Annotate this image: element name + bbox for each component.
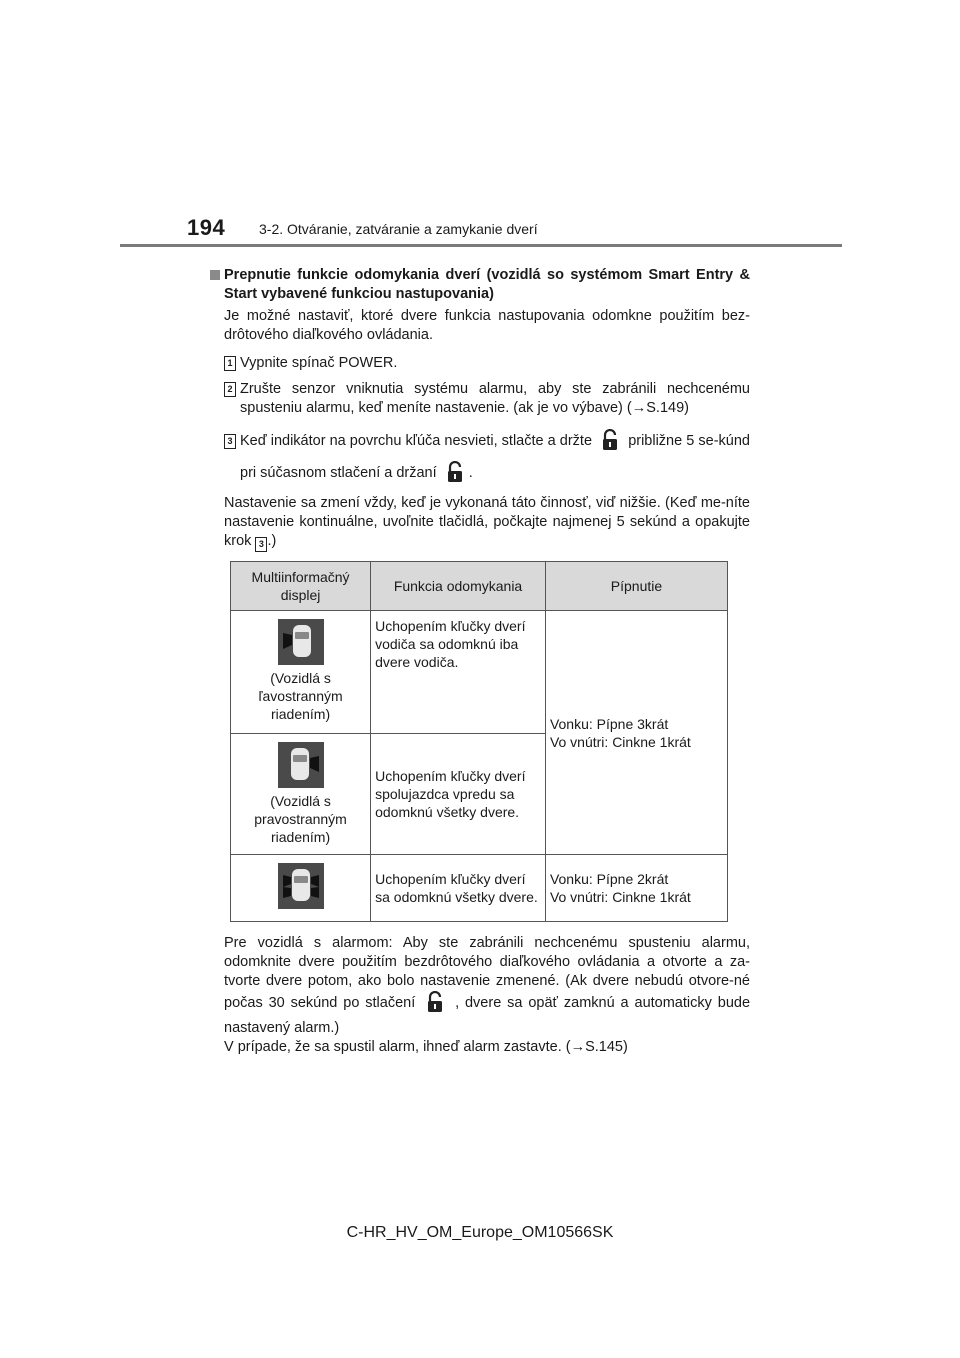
step-text: Vypnite spínač POWER. (240, 355, 398, 371)
car-passenger-door-open-icon (278, 742, 324, 788)
unlock-settings-table (230, 561, 728, 922)
alarm-note (224, 934, 750, 1038)
chapter-title: 3-2. Otváranie, zatváranie a zamykanie dverí (259, 221, 538, 237)
section-intro: Je možné nastaviť, ktoré dvere funkcia nastupovania odomkne použitím bez-drôtového diaľkového ovládania. (224, 308, 750, 343)
table-header-beep: Pípnutie (545, 562, 727, 611)
alarm-note-text-a: Pre vozidlá s alarmom: Aby ste zabránili nechcenému spusteniu alarmu, odomknite dvere použitím bezdrôtového diaľkového ovládania a otvorte a za-tvorte dvere potom, ako bolo nastavenie zmenené. (Ak dvere nebudú otvore-né počas 30 sekúnd po stlačení (224, 935, 750, 1011)
display-cell (231, 734, 371, 855)
alarm-stop-note: V prípade, že sa spustil alarm, ihneď alarm zastavte. (→S.145) (224, 1039, 628, 1055)
step-number: 1 (224, 356, 236, 371)
beep-outside: Vonku: Pípne 2krát (549, 871, 669, 887)
beep-inside: Vo vnútri: Cinkne 1krát (549, 889, 691, 905)
car-driver-door-open-icon (278, 619, 324, 665)
table-row (231, 855, 728, 922)
section-heading (210, 266, 750, 304)
table-row (231, 611, 728, 734)
display-label: (Vozidlá s ľavostranným riadením) (258, 670, 343, 722)
step-2 (224, 380, 750, 418)
step-text-b: približne 5 se-kúnd pri súčasnom stlačení a držaní (240, 433, 750, 481)
alarm-note-text-b: , dvere sa opäť zamknú a automaticky bude nastavený alarm.) (224, 995, 751, 1036)
note-text-b: .) (267, 533, 277, 549)
table-header-row (231, 562, 728, 611)
main-content (210, 266, 750, 1057)
section-title: Prepnutie funkcie odomykania dverí (vozidlá so systémom Smart Entry & Start vybavené funkciou nastupovania) (224, 267, 750, 302)
section-bullet-icon (210, 270, 220, 280)
step-3 (224, 428, 750, 492)
beep-cell (545, 855, 727, 922)
step-number: 2 (224, 382, 236, 397)
step-1 (224, 354, 750, 373)
step-text-c: . (468, 465, 473, 481)
header-rule (120, 244, 842, 247)
table-header-function: Funkcia odomykania (371, 562, 546, 611)
function-cell: Uchopením kľučky dverí sa odomknú všetky dvere. (371, 855, 546, 922)
beep-inside: Vo vnútri: Cinkne 1krát (549, 733, 691, 750)
table-header-display: Multiinformačný displej (231, 562, 371, 611)
display-cell (231, 611, 371, 734)
page-number: 194 (187, 215, 226, 240)
lock-icon (447, 461, 463, 492)
function-cell: Uchopením kľučky dverí spolujazdca vpredu sa odomknú všetky dvere. (371, 734, 546, 855)
beep-outside: Vonku: Pípne 3krát (549, 715, 669, 732)
footer-doc-id: C-HR_HV_OM_Europe_OM10566SK (346, 1224, 614, 1241)
note-paragraph (224, 494, 750, 551)
display-cell (231, 855, 371, 922)
car-all-doors-open-icon (278, 863, 324, 909)
note-text-a: Nastavenie sa zmení vždy, keď je vykonaná táto činnosť, viď nižšie. (Keď me-níte nastavenie kontinuálne, uvoľnite tlačidlá, počkajte najmenej 5 sekúnd a opakujte krok (224, 495, 750, 549)
beep-cell (545, 611, 727, 855)
display-label: (Vozidlá s pravostranným riadením) (254, 793, 347, 845)
step-number-ref: 3 (255, 537, 267, 552)
step-text-a: Keď indikátor na povrchu kľúča nesvieti, stlačte a držte (240, 433, 593, 449)
function-cell: Uchopením kľučky dverí vodiča sa odomknú iba dvere vodiča. (371, 611, 546, 734)
step-number: 3 (224, 434, 236, 449)
step-text: Zrušte senzor vniknutia systému alarmu, aby ste zabránili nechcenému spusteniu alarmu, keď meníte nastavenie. (ak je vo výbave) (→S.149) (240, 381, 750, 416)
lock-icon (427, 991, 443, 1019)
lock-icon (602, 429, 618, 460)
